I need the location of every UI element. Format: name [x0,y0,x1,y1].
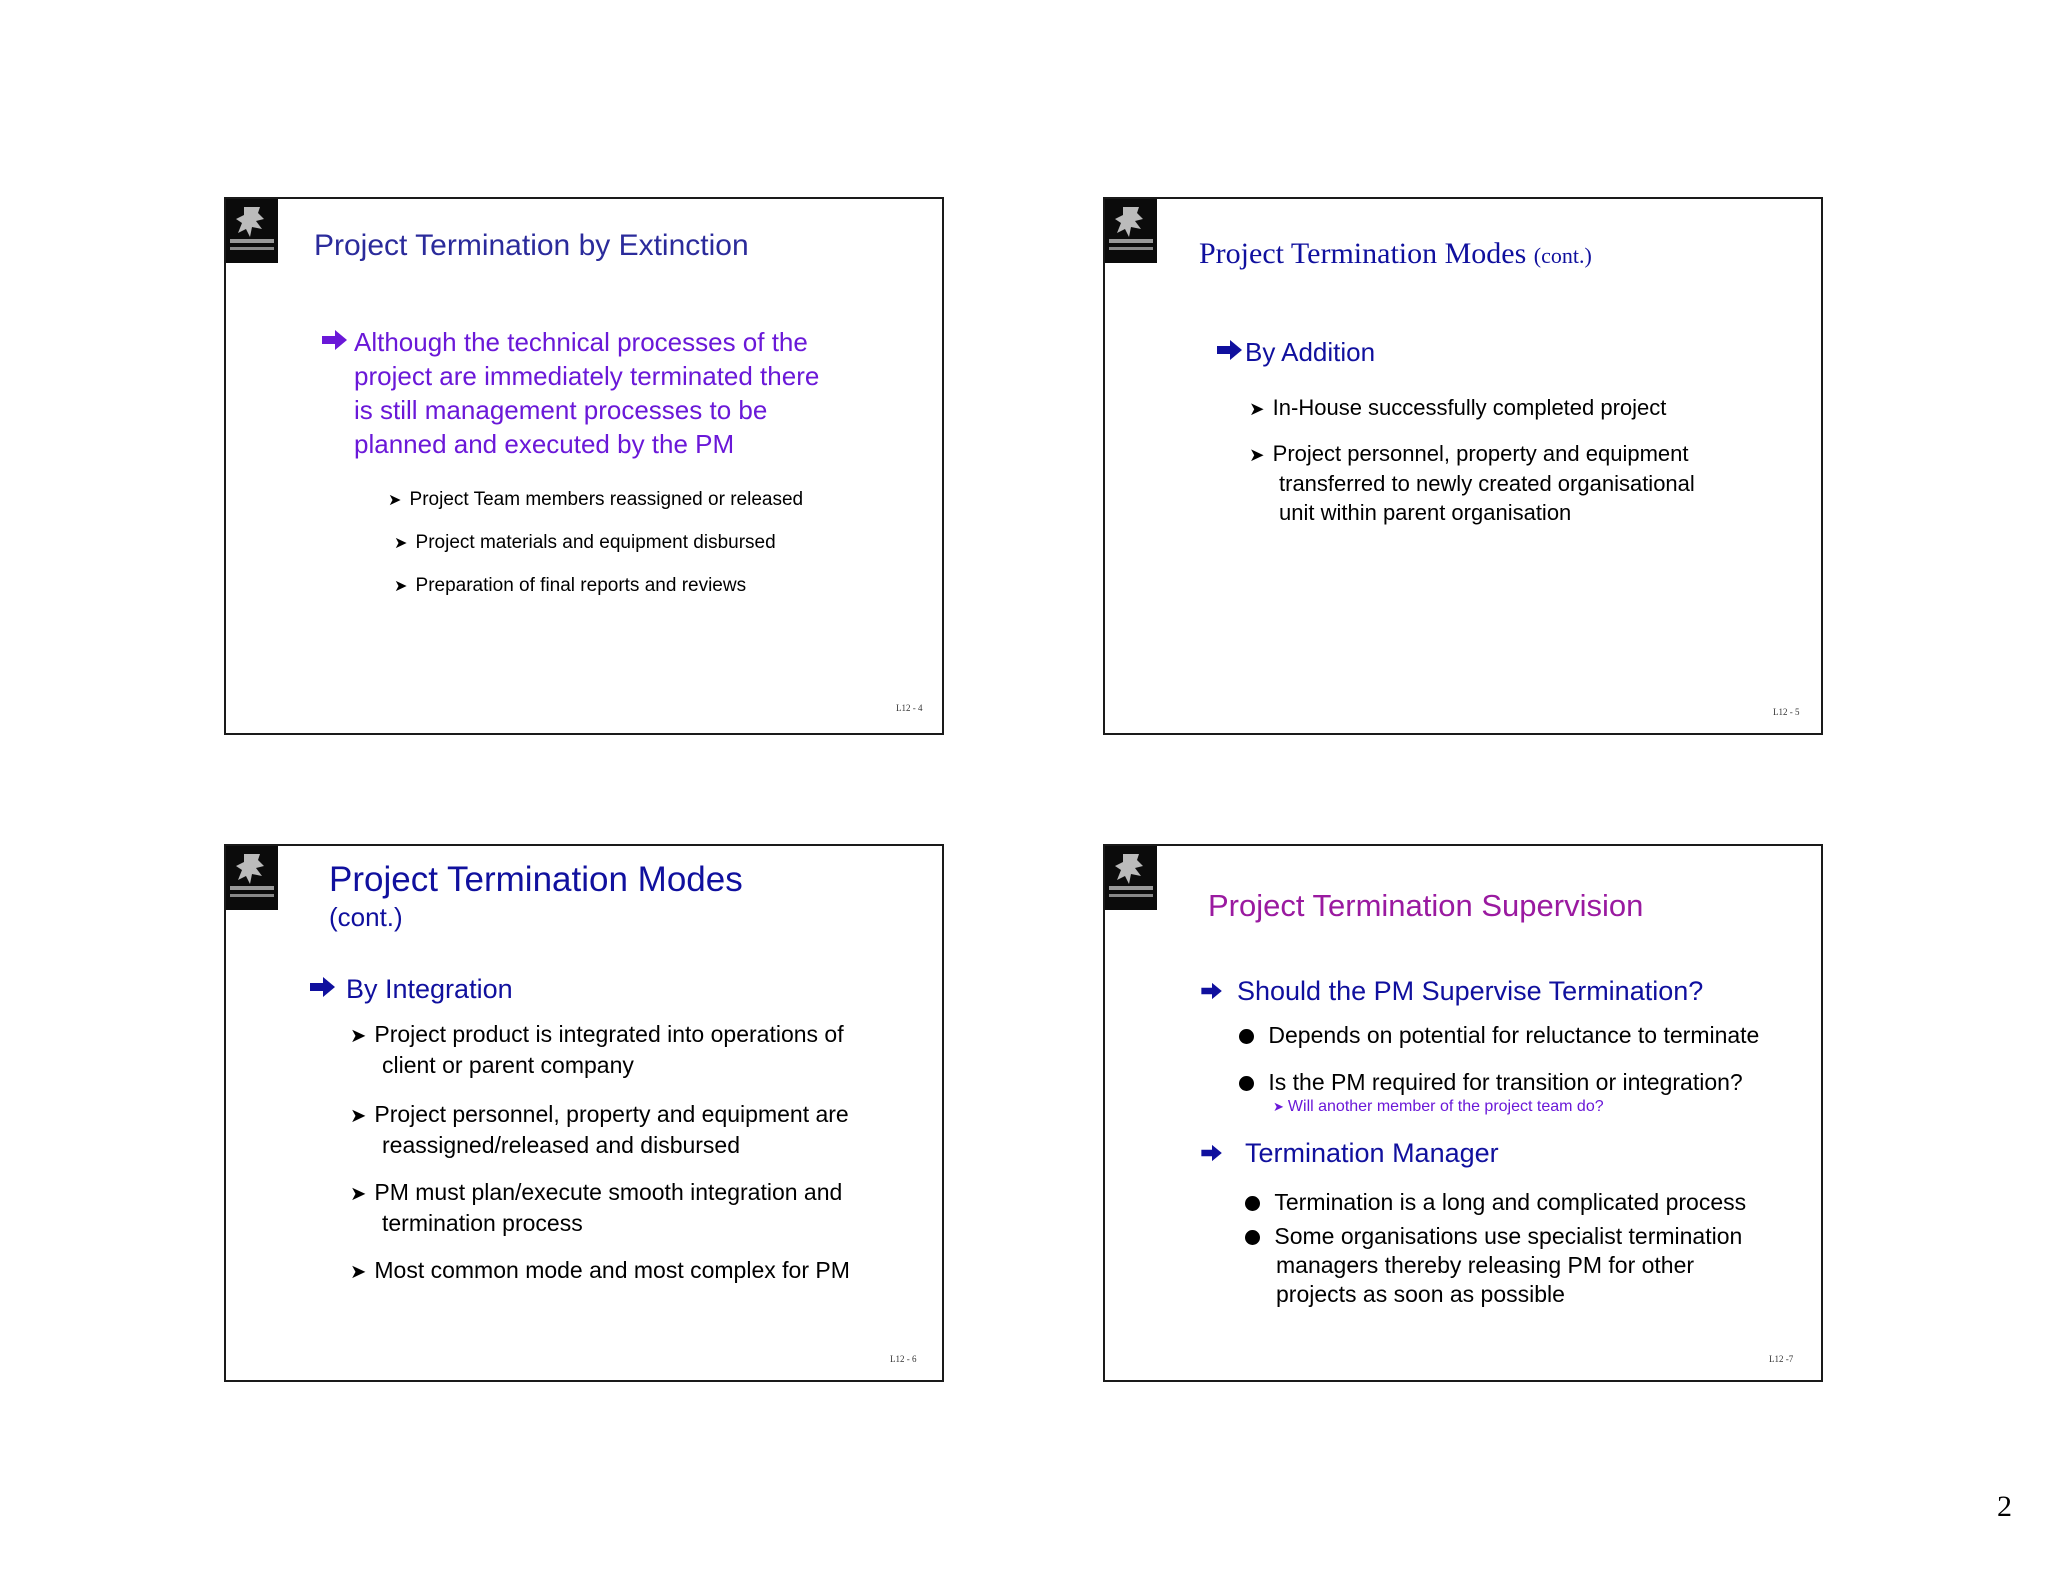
lead-line-2: project are immediately terminated there [354,361,820,391]
slide-title-block [1199,237,1592,271]
heading-text: By Addition [1245,337,1376,367]
university-crest-logo [1105,846,1157,910]
lead-paragraph [322,325,819,461]
slide-title: Project Termination Modes [329,860,743,899]
page-number: 2 [1997,1490,2012,1523]
bullet-text: Most common mode and most complex for PM [374,1257,850,1283]
slide-number: L12 - 4 [896,703,923,713]
filled-circle-icon [1245,1230,1260,1245]
bullet-text-cont: unit within parent organisation [1279,500,1572,525]
slide-l12-4 [224,197,944,735]
right-arrow-icon [322,325,354,359]
bullet-item [1249,439,1695,527]
chevron-right-icon: ➤ [1249,398,1265,419]
bullet-text: Project product is integrated into operations of [374,1021,844,1047]
chevron-right-icon: ➤ [350,1261,367,1283]
bullet-item [394,532,776,554]
lead-line-1: Although the technical processes of the [354,327,808,357]
university-crest-logo [226,846,278,910]
sub-bullet-text: Will another member of the project team do? [1287,1098,1604,1115]
bullet-item [394,575,746,597]
bullet-item [1249,393,1666,423]
filled-circle-icon [1239,1076,1254,1091]
filled-circle-icon [1239,1029,1254,1044]
bullet-text: Termination is a long and complicated process [1274,1189,1747,1215]
slide-number: L12 -7 [1769,1354,1794,1364]
bullet-text-cont: managers thereby releasing PM for other [1276,1252,1695,1278]
heading-text: Termination Manager [1245,1138,1499,1168]
bullet-text: Project personnel, property and equipment are [374,1101,849,1127]
bullet-item [1239,1069,1743,1096]
chevron-right-icon: ➤ [350,1025,367,1047]
slide-title-suffix: (cont.) [329,902,403,932]
right-arrow-icon [1201,1138,1245,1169]
bullet-item [1245,1188,1746,1217]
bullet-text: Is the PM required for transition or integration? [1268,1069,1743,1095]
lead-line-4: planned and executed by the PM [354,429,735,459]
bullet-text: PM must plan/execute smooth integration and [374,1179,843,1205]
chevron-right-icon: ➤ [394,577,408,595]
slide-number: L12 - 5 [1773,707,1800,717]
bullet-text: Project materials and equipment disbursed [415,532,776,553]
bullet-text: Some organisations use specialist termination [1274,1223,1743,1249]
chevron-right-icon: ➤ [1273,1099,1284,1114]
bullet-item [350,1178,842,1238]
bullet-item [1239,1022,1759,1049]
bullet-item [350,1020,844,1080]
bullet-item [388,489,803,511]
bullet-item [350,1256,850,1287]
section-heading [310,974,513,1005]
heading-text: Should the PM Supervise Termination? [1237,976,1704,1006]
bullet-text: Preparation of final reports and reviews [415,575,747,596]
section-heading [1201,976,1703,1007]
heading-text: By Integration [346,974,513,1004]
slide-l12-6 [224,844,944,1382]
bullet-item [350,1100,849,1160]
bullet-text: Depends on potential for reluctance to terminate [1268,1022,1760,1048]
right-arrow-icon [1217,337,1245,368]
filled-circle-icon [1245,1196,1260,1211]
slide-l12-5 [1103,197,1823,735]
chevron-right-icon: ➤ [350,1105,367,1127]
bullet-text: Project personnel, property and equipment [1272,441,1689,466]
sub-bullet-item [1273,1098,1604,1116]
chevron-right-icon: ➤ [388,491,402,509]
slide-l12-7 [1103,844,1823,1382]
section-heading [1217,337,1375,368]
right-arrow-icon [1201,976,1237,1007]
university-crest-logo [226,199,278,263]
bullet-text-cont: termination process [382,1210,583,1236]
section-heading [1201,1138,1499,1169]
bullet-text-cont: projects as soon as possible [1276,1281,1565,1307]
slide-title: Project Termination Modes [1199,237,1527,270]
chevron-right-icon: ➤ [1249,444,1265,465]
chevron-right-icon: ➤ [350,1183,367,1205]
lead-line-3: is still management processes to be [354,395,768,425]
bullet-text-cont: transferred to newly created organisational [1279,471,1695,496]
slide-title-suffix: (cont.) [1533,243,1592,268]
bullet-text: Project Team members reassigned or released [409,489,804,510]
right-arrow-icon [310,974,346,1005]
slide-title: Project Termination Supervision [1208,888,1644,923]
bullet-text-cont: client or parent company [382,1052,634,1078]
bullet-text: In-House successfully completed project [1272,395,1667,420]
slide-title: Project Termination by Extinction [314,229,749,262]
bullet-text-cont: reassigned/released and disbursed [382,1132,741,1158]
university-crest-logo [1105,199,1157,263]
chevron-right-icon: ➤ [394,534,408,552]
slide-number: L12 - 6 [890,1354,917,1364]
bullet-item [1245,1222,1742,1309]
